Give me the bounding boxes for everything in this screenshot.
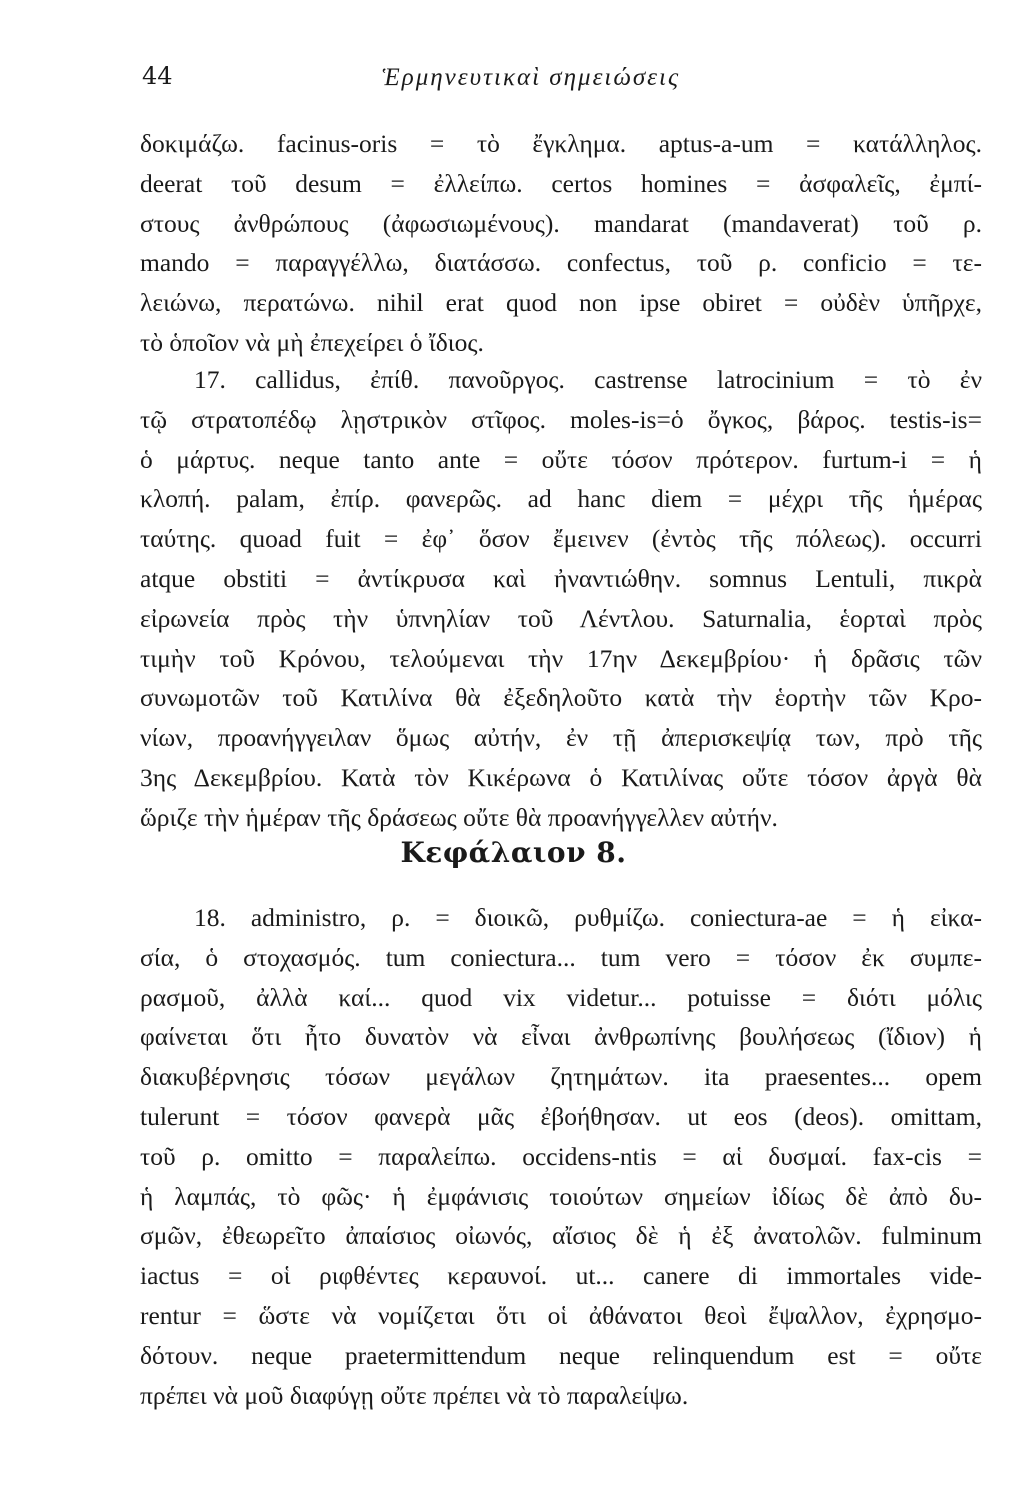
text-line: atque obstiti = ἀντίκρυσα καὶ ἠναντιώθην. somnus Lentuli, πικρὰ <box>140 563 982 593</box>
running-head <box>142 62 922 102</box>
text-line: tulerunt = τόσον φανερὰ μᾶς ἐβοήθησαν. ut eos (deos). omittam, <box>140 1101 982 1131</box>
text-line: κλοπή. palam, ἐπίρ. φανερῶς. ad hanc diem = μέχρι τῆς ἡμέρας <box>140 484 982 514</box>
text-line: σμῶν, ἐθεωρεῖτο ἀπαίσιος οἰωνός, αἴσιος δὲ ἡ ἐξ ἀνατολῶν. fulminum <box>140 1221 982 1251</box>
running-head-title: Ἑρμηνευτικαὶ σημειώσεις <box>382 64 681 91</box>
chapter-heading: Κεφάλαιον 8. <box>400 836 627 869</box>
text-line: δότουν. neque praetermittendum neque relinquendum est = οὔτε <box>140 1340 982 1370</box>
paragraph-note-18 <box>140 898 982 1415</box>
text-line: ταύτης. quoad fuit = ἐφ᾽ ὅσον ἔμεινεν (ἐντὸς τῆς πόλεως). occurri <box>140 524 982 554</box>
text-line: iactus = οἱ ριφθέντες κεραυνοί. ut... canere di immortales vide- <box>140 1261 982 1291</box>
text-line: συνωμοτῶν τοῦ Κατιλίνα θὰ ἐξεδηλοῦτο κατὰ τὴν ἑορτὴν τῶν Κρο- <box>140 683 982 713</box>
text-line: τῷ στρατοπέδῳ λῃστρικὸν στῖφος. moles-is=ὁ ὄγκος, βάρος. testis-is= <box>140 404 982 434</box>
text-line: φαίνεται ὅτι ἦτο δυνατὸν νὰ εἶναι ἀνθρωπίνης βουλήσεως (ἴδιον) ἡ <box>140 1022 982 1052</box>
text-line: διακυβέρνησις τόσων μεγάλων ζητημάτων. ita praesentes... opem <box>140 1062 982 1092</box>
paragraph-note-17 <box>140 360 982 838</box>
text-line: 3ης Δεκεμβρίου. Κατὰ τὸν Κικέρωνα ὁ Κατιλίνας οὔτε τόσον ἀργὰ θὰ <box>140 762 982 792</box>
text-line: τοῦ ρ. omitto = παραλείπω. occidens-ntis = αἱ δυσμαί. fax-cis = <box>140 1141 982 1171</box>
text-line: τὸ ὁποῖον νὰ μὴ ἐπεχείρει ὁ ἴδιος. <box>140 327 484 357</box>
text-line: νίων, προανήγγειλαν ὅμως αὐτήν, ἐν τῇ ἀπερισκεψίᾳ των, πρὸ τῆς <box>140 723 982 753</box>
text-line: εἰρωνεία πρὸς τὴν ὑπνηλίαν τοῦ Λέντλου. Saturnalia, ἑορταὶ πρὸς <box>140 603 982 633</box>
text-line: mando = παραγγέλλω, διατάσσω. confectus, τοῦ ρ. conficio = τε- <box>140 248 982 278</box>
text-line: ἡ λαμπάς, τὸ φῶς· ἡ ἐμφάνισις τοιούτων σημείων ἰδίως δὲ ἀπὸ δυ- <box>140 1181 982 1211</box>
text-line: λειώνω, περατώνω. nihil erat quod non ipse obiret = οὐδὲν ὑπῆρχε, <box>140 288 982 318</box>
text-line: 18. administro, ρ. = διοικῶ, ρυθμίζω. coniectura-ae = ἡ εἰκα- <box>194 903 982 932</box>
text-line: ρασμοῦ, ἀλλὰ καί... quod vix videtur... potuisse = διότι μόλις <box>140 982 982 1012</box>
page-number: 44 <box>142 62 173 90</box>
text-line: 17. callidus, ἐπίθ. πανοῦργος. castrense latrocinium = τὸ ἐν <box>194 365 982 394</box>
text-line: πρέπει νὰ μοῦ διαφύγῃ οὔτε πρέπει νὰ τὸ παραλείψω. <box>140 1380 689 1410</box>
text-line: στους ἀνθρώπους (ἀφωσιωμένους). mandarat (mandaverat) τοῦ ρ. <box>140 208 982 238</box>
text-line: ὥριζε τὴν ἡμέραν τῆς δράσεως οὔτε θὰ προανήγγελλεν αὐτήν. <box>140 802 778 832</box>
text-line: rentur = ὥστε νὰ νομίζεται ὅτι οἱ ἀθάνατοι θεοὶ ἔψαλλον, ἐχρησμο- <box>140 1300 982 1330</box>
paragraph-continued-notes <box>140 124 982 363</box>
text-line: τιμὴν τοῦ Κρόνου, τελούμεναι τὴν 17ην Δεκεμβρίου· ἡ δρᾶσις τῶν <box>140 643 982 673</box>
text-line: deerat τοῦ desum = ἐλλείπω. certos homines = ἀσφαλεῖς, ἐμπί- <box>140 168 982 198</box>
text-line: δοκιμάζω. facinus-oris = τὸ ἔγκλημα. aptus-a-um = κατάλληλος. <box>140 129 982 158</box>
text-line: ὁ μάρτυς. neque tanto ante = οὔτε τόσον πρότερον. furtum-i = ἡ <box>140 444 983 474</box>
text-line: σία, ὁ στοχασμός. tum coniectura... tum vero = τόσον ἐκ συμπε- <box>140 942 982 972</box>
